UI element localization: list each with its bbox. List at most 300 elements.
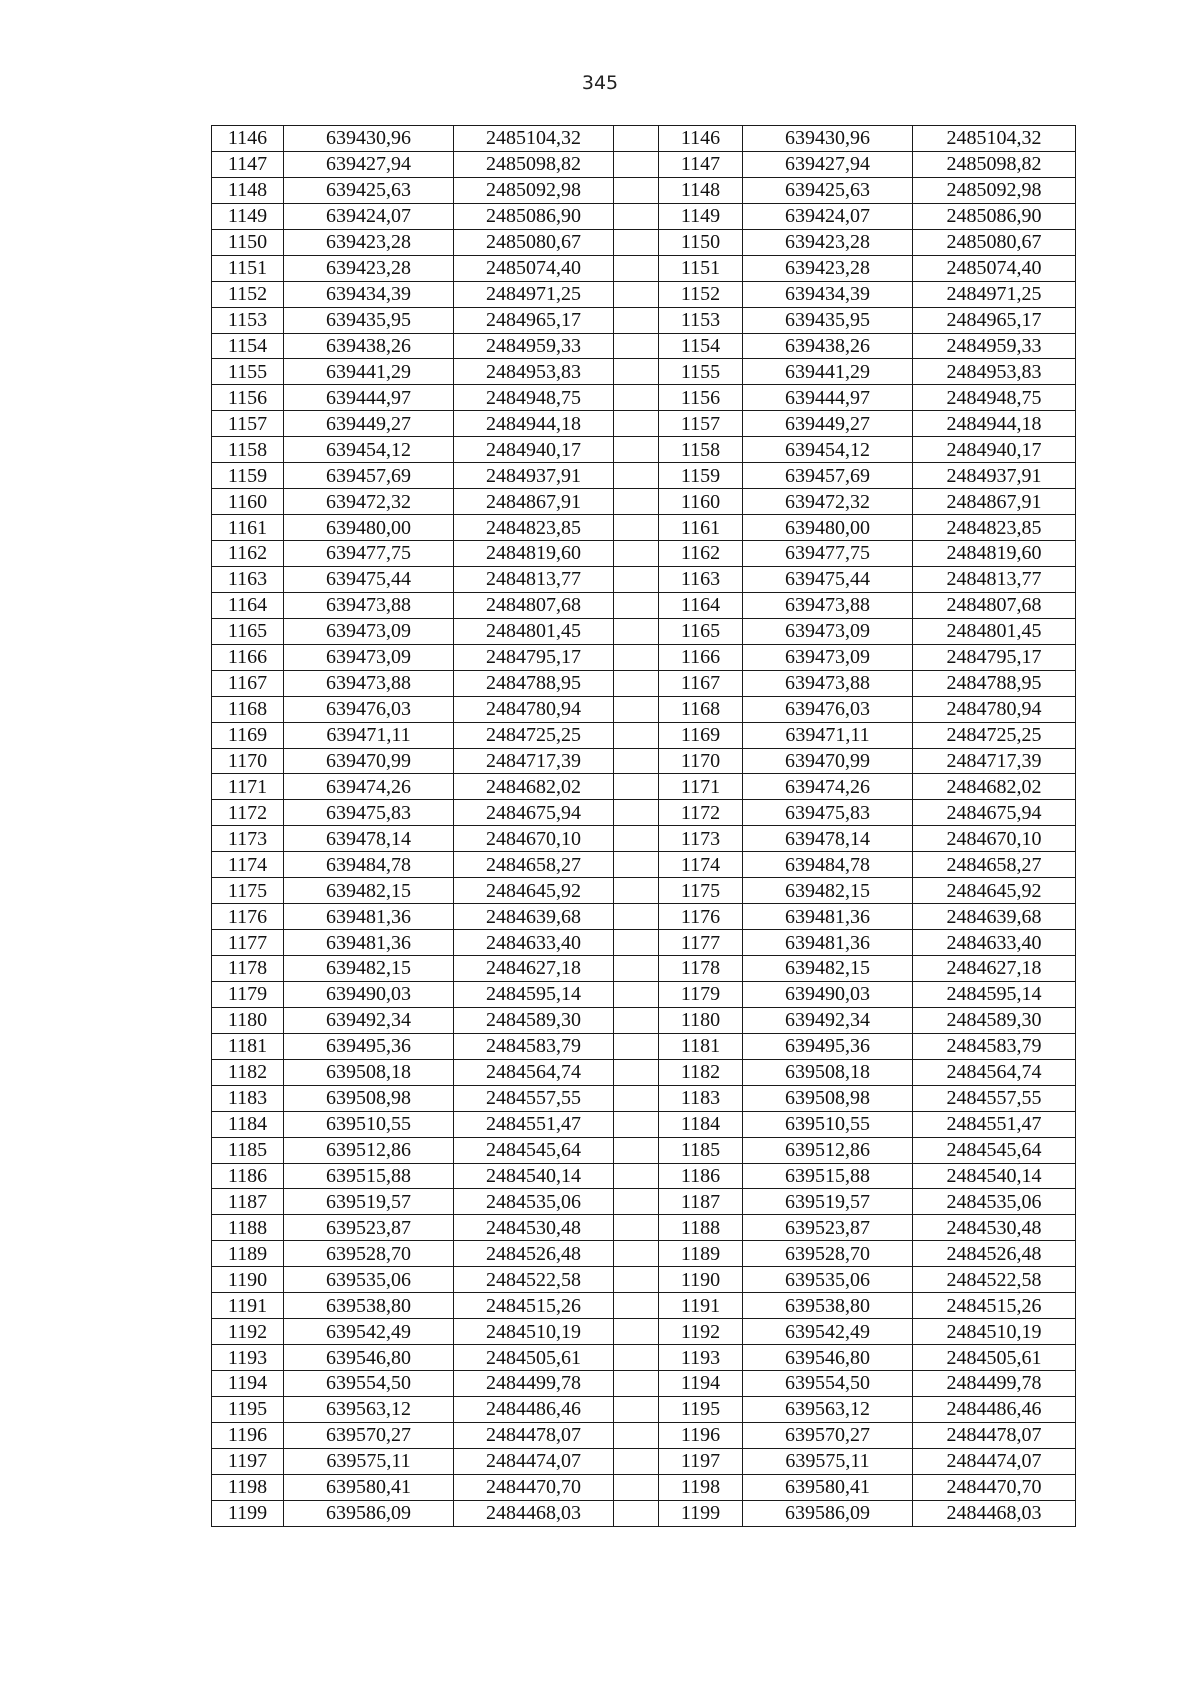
table-row <box>212 852 1076 878</box>
table-row <box>212 696 1076 722</box>
table-row <box>212 1137 1076 1163</box>
y-coordinate-cell: 2484468,03 <box>454 1500 614 1526</box>
point-number-cell: 1165 <box>659 618 743 644</box>
empty-cell <box>614 229 659 255</box>
empty-cell <box>614 437 659 463</box>
x-coordinate-cell: 639482,15 <box>284 956 454 982</box>
y-coordinate-cell: 2484937,91 <box>454 463 614 489</box>
empty-cell <box>614 1033 659 1059</box>
table-row <box>212 1085 1076 1111</box>
x-coordinate-cell: 639510,55 <box>284 1111 454 1137</box>
point-number-cell: 1167 <box>659 670 743 696</box>
empty-cell <box>614 800 659 826</box>
y-coordinate-cell: 2484670,10 <box>913 826 1076 852</box>
y-coordinate-cell: 2484545,64 <box>913 1137 1076 1163</box>
point-number-cell: 1158 <box>659 437 743 463</box>
y-coordinate-cell: 2485104,32 <box>454 126 614 152</box>
point-number-cell: 1157 <box>212 411 284 437</box>
empty-cell <box>614 904 659 930</box>
y-coordinate-cell: 2484540,14 <box>454 1163 614 1189</box>
x-coordinate-cell: 639508,98 <box>284 1085 454 1111</box>
y-coordinate-cell: 2484682,02 <box>454 774 614 800</box>
y-coordinate-cell: 2484645,92 <box>454 878 614 904</box>
table-row <box>212 385 1076 411</box>
empty-cell <box>614 1059 659 1085</box>
point-number-cell: 1174 <box>659 852 743 878</box>
table-row <box>212 592 1076 618</box>
y-coordinate-cell: 2484725,25 <box>913 722 1076 748</box>
x-coordinate-cell: 639474,26 <box>743 774 913 800</box>
point-number-cell: 1176 <box>659 904 743 930</box>
y-coordinate-cell: 2484474,07 <box>913 1448 1076 1474</box>
y-coordinate-cell: 2484948,75 <box>454 385 614 411</box>
y-coordinate-cell: 2484557,55 <box>454 1085 614 1111</box>
empty-cell <box>614 203 659 229</box>
point-number-cell: 1150 <box>659 229 743 255</box>
y-coordinate-cell: 2484867,91 <box>454 489 614 515</box>
point-number-cell: 1159 <box>212 463 284 489</box>
empty-cell <box>614 151 659 177</box>
empty-cell <box>614 748 659 774</box>
point-number-cell: 1170 <box>212 748 284 774</box>
x-coordinate-cell: 639454,12 <box>743 437 913 463</box>
y-coordinate-cell: 2484589,30 <box>454 1007 614 1033</box>
table-row <box>212 411 1076 437</box>
point-number-cell: 1153 <box>659 307 743 333</box>
y-coordinate-cell: 2484670,10 <box>454 826 614 852</box>
point-number-cell: 1191 <box>212 1293 284 1319</box>
y-coordinate-cell: 2484717,39 <box>913 748 1076 774</box>
point-number-cell: 1154 <box>212 333 284 359</box>
coordinates-table-body <box>212 126 1076 1527</box>
table-row <box>212 1163 1076 1189</box>
x-coordinate-cell: 639473,09 <box>284 644 454 670</box>
empty-cell <box>614 930 659 956</box>
y-coordinate-cell: 2484589,30 <box>913 1007 1076 1033</box>
y-coordinate-cell: 2484470,70 <box>913 1474 1076 1500</box>
y-coordinate-cell: 2484971,25 <box>454 281 614 307</box>
point-number-cell: 1158 <box>212 437 284 463</box>
x-coordinate-cell: 639538,80 <box>743 1293 913 1319</box>
table-row <box>212 359 1076 385</box>
point-number-cell: 1196 <box>212 1422 284 1448</box>
empty-cell <box>614 592 659 618</box>
table-row <box>212 826 1076 852</box>
table-row <box>212 281 1076 307</box>
table-row <box>212 1396 1076 1422</box>
point-number-cell: 1190 <box>212 1267 284 1293</box>
x-coordinate-cell: 639570,27 <box>284 1422 454 1448</box>
y-coordinate-cell: 2484795,17 <box>913 644 1076 670</box>
y-coordinate-cell: 2484526,48 <box>913 1241 1076 1267</box>
point-number-cell: 1160 <box>659 489 743 515</box>
empty-cell <box>614 411 659 437</box>
y-coordinate-cell: 2484478,07 <box>913 1422 1076 1448</box>
x-coordinate-cell: 639472,32 <box>284 489 454 515</box>
point-number-cell: 1181 <box>659 1033 743 1059</box>
point-number-cell: 1170 <box>659 748 743 774</box>
x-coordinate-cell: 639473,09 <box>743 644 913 670</box>
x-coordinate-cell: 639515,88 <box>284 1163 454 1189</box>
point-number-cell: 1146 <box>212 126 284 152</box>
y-coordinate-cell: 2484526,48 <box>454 1241 614 1267</box>
point-number-cell: 1151 <box>659 255 743 281</box>
x-coordinate-cell: 639424,07 <box>284 203 454 229</box>
x-coordinate-cell: 639586,09 <box>284 1500 454 1526</box>
y-coordinate-cell: 2484535,06 <box>454 1189 614 1215</box>
table-row <box>212 541 1076 567</box>
point-number-cell: 1166 <box>659 644 743 670</box>
y-coordinate-cell: 2484515,26 <box>913 1293 1076 1319</box>
empty-cell <box>614 359 659 385</box>
point-number-cell: 1175 <box>659 878 743 904</box>
y-coordinate-cell: 2484627,18 <box>454 956 614 982</box>
table-row <box>212 1345 1076 1371</box>
empty-cell <box>614 1267 659 1293</box>
x-coordinate-cell: 639475,83 <box>743 800 913 826</box>
x-coordinate-cell: 639563,12 <box>284 1396 454 1422</box>
empty-cell <box>614 1371 659 1397</box>
y-coordinate-cell: 2484959,33 <box>913 333 1076 359</box>
y-coordinate-cell: 2484819,60 <box>454 541 614 567</box>
point-number-cell: 1188 <box>212 1215 284 1241</box>
x-coordinate-cell: 639424,07 <box>743 203 913 229</box>
point-number-cell: 1173 <box>659 826 743 852</box>
empty-cell <box>614 618 659 644</box>
x-coordinate-cell: 639528,70 <box>284 1241 454 1267</box>
x-coordinate-cell: 639508,18 <box>743 1059 913 1085</box>
x-coordinate-cell: 639512,86 <box>284 1137 454 1163</box>
point-number-cell: 1194 <box>212 1371 284 1397</box>
point-number-cell: 1197 <box>212 1448 284 1474</box>
y-coordinate-cell: 2485086,90 <box>913 203 1076 229</box>
x-coordinate-cell: 639495,36 <box>284 1033 454 1059</box>
point-number-cell: 1153 <box>212 307 284 333</box>
point-number-cell: 1181 <box>212 1033 284 1059</box>
table-row <box>212 1422 1076 1448</box>
table-row <box>212 566 1076 592</box>
point-number-cell: 1152 <box>659 281 743 307</box>
x-coordinate-cell: 639478,14 <box>284 826 454 852</box>
table-row <box>212 1059 1076 1085</box>
point-number-cell: 1187 <box>212 1189 284 1215</box>
point-number-cell: 1152 <box>212 281 284 307</box>
x-coordinate-cell: 639473,88 <box>743 670 913 696</box>
point-number-cell: 1173 <box>212 826 284 852</box>
point-number-cell: 1177 <box>659 930 743 956</box>
x-coordinate-cell: 639476,03 <box>743 696 913 722</box>
point-number-cell: 1157 <box>659 411 743 437</box>
table-row <box>212 177 1076 203</box>
x-coordinate-cell: 639482,15 <box>743 956 913 982</box>
y-coordinate-cell: 2484551,47 <box>454 1111 614 1137</box>
table-row <box>212 644 1076 670</box>
y-coordinate-cell: 2484813,77 <box>454 566 614 592</box>
x-coordinate-cell: 639423,28 <box>284 255 454 281</box>
y-coordinate-cell: 2484780,94 <box>913 696 1076 722</box>
point-number-cell: 1198 <box>659 1474 743 1500</box>
table-row <box>212 1293 1076 1319</box>
x-coordinate-cell: 639554,50 <box>284 1371 454 1397</box>
empty-cell <box>614 1111 659 1137</box>
x-coordinate-cell: 639481,36 <box>284 930 454 956</box>
x-coordinate-cell: 639473,88 <box>284 592 454 618</box>
y-coordinate-cell: 2484510,19 <box>454 1319 614 1345</box>
empty-cell <box>614 1500 659 1526</box>
x-coordinate-cell: 639427,94 <box>284 151 454 177</box>
x-coordinate-cell: 639454,12 <box>284 437 454 463</box>
point-number-cell: 1178 <box>212 956 284 982</box>
y-coordinate-cell: 2484944,18 <box>913 411 1076 437</box>
y-coordinate-cell: 2484564,74 <box>454 1059 614 1085</box>
table-row <box>212 1215 1076 1241</box>
x-coordinate-cell: 639470,99 <box>284 748 454 774</box>
point-number-cell: 1154 <box>659 333 743 359</box>
point-number-cell: 1156 <box>659 385 743 411</box>
y-coordinate-cell: 2484971,25 <box>913 281 1076 307</box>
y-coordinate-cell: 2485098,82 <box>454 151 614 177</box>
point-number-cell: 1191 <box>659 1293 743 1319</box>
point-number-cell: 1172 <box>659 800 743 826</box>
point-number-cell: 1174 <box>212 852 284 878</box>
y-coordinate-cell: 2484595,14 <box>454 981 614 1007</box>
y-coordinate-cell: 2485092,98 <box>913 177 1076 203</box>
y-coordinate-cell: 2484823,85 <box>454 515 614 541</box>
table-row <box>212 1267 1076 1293</box>
x-coordinate-cell: 639457,69 <box>743 463 913 489</box>
table-row <box>212 670 1076 696</box>
table-row <box>212 1500 1076 1526</box>
x-coordinate-cell: 639473,88 <box>284 670 454 696</box>
x-coordinate-cell: 639570,27 <box>743 1422 913 1448</box>
y-coordinate-cell: 2484535,06 <box>913 1189 1076 1215</box>
x-coordinate-cell: 639542,49 <box>284 1319 454 1345</box>
y-coordinate-cell: 2484795,17 <box>454 644 614 670</box>
y-coordinate-cell: 2484639,68 <box>913 904 1076 930</box>
empty-cell <box>614 670 659 696</box>
empty-cell <box>614 1422 659 1448</box>
empty-cell <box>614 1085 659 1111</box>
table-row <box>212 515 1076 541</box>
y-coordinate-cell: 2484522,58 <box>913 1267 1076 1293</box>
empty-cell <box>614 956 659 982</box>
x-coordinate-cell: 639435,95 <box>743 307 913 333</box>
x-coordinate-cell: 639580,41 <box>284 1474 454 1500</box>
table-row <box>212 748 1076 774</box>
empty-cell <box>614 566 659 592</box>
y-coordinate-cell: 2484725,25 <box>454 722 614 748</box>
y-coordinate-cell: 2484486,46 <box>913 1396 1076 1422</box>
x-coordinate-cell: 639475,44 <box>743 566 913 592</box>
y-coordinate-cell: 2484658,27 <box>454 852 614 878</box>
point-number-cell: 1165 <box>212 618 284 644</box>
y-coordinate-cell: 2485092,98 <box>454 177 614 203</box>
empty-cell <box>614 255 659 281</box>
y-coordinate-cell: 2484788,95 <box>454 670 614 696</box>
x-coordinate-cell: 639580,41 <box>743 1474 913 1500</box>
x-coordinate-cell: 639575,11 <box>743 1448 913 1474</box>
x-coordinate-cell: 639484,78 <box>743 852 913 878</box>
point-number-cell: 1195 <box>659 1396 743 1422</box>
point-number-cell: 1192 <box>212 1319 284 1345</box>
x-coordinate-cell: 639482,15 <box>743 878 913 904</box>
y-coordinate-cell: 2484505,61 <box>454 1345 614 1371</box>
y-coordinate-cell: 2484937,91 <box>913 463 1076 489</box>
x-coordinate-cell: 639481,36 <box>743 930 913 956</box>
point-number-cell: 1149 <box>212 203 284 229</box>
table-row <box>212 255 1076 281</box>
table-row <box>212 151 1076 177</box>
x-coordinate-cell: 639476,03 <box>284 696 454 722</box>
point-number-cell: 1188 <box>659 1215 743 1241</box>
point-number-cell: 1156 <box>212 385 284 411</box>
table-row <box>212 229 1076 255</box>
empty-cell <box>614 722 659 748</box>
x-coordinate-cell: 639575,11 <box>284 1448 454 1474</box>
point-number-cell: 1180 <box>212 1007 284 1033</box>
point-number-cell: 1169 <box>212 722 284 748</box>
x-coordinate-cell: 639474,26 <box>284 774 454 800</box>
x-coordinate-cell: 639441,29 <box>743 359 913 385</box>
x-coordinate-cell: 639538,80 <box>284 1293 454 1319</box>
table-row <box>212 463 1076 489</box>
empty-cell <box>614 489 659 515</box>
x-coordinate-cell: 639477,75 <box>743 541 913 567</box>
point-number-cell: 1147 <box>659 151 743 177</box>
x-coordinate-cell: 639490,03 <box>743 981 913 1007</box>
point-number-cell: 1162 <box>659 541 743 567</box>
empty-cell <box>614 696 659 722</box>
point-number-cell: 1196 <box>659 1422 743 1448</box>
table-row <box>212 618 1076 644</box>
point-number-cell: 1186 <box>659 1163 743 1189</box>
y-coordinate-cell: 2484682,02 <box>913 774 1076 800</box>
point-number-cell: 1161 <box>659 515 743 541</box>
point-number-cell: 1185 <box>212 1137 284 1163</box>
x-coordinate-cell: 639434,39 <box>743 281 913 307</box>
y-coordinate-cell: 2485086,90 <box>454 203 614 229</box>
x-coordinate-cell: 639482,15 <box>284 878 454 904</box>
x-coordinate-cell: 639475,83 <box>284 800 454 826</box>
table-row <box>212 1371 1076 1397</box>
x-coordinate-cell: 639430,96 <box>284 126 454 152</box>
y-coordinate-cell: 2484788,95 <box>913 670 1076 696</box>
point-number-cell: 1161 <box>212 515 284 541</box>
empty-cell <box>614 177 659 203</box>
x-coordinate-cell: 639535,06 <box>743 1267 913 1293</box>
point-number-cell: 1167 <box>212 670 284 696</box>
empty-cell <box>614 333 659 359</box>
table-row <box>212 333 1076 359</box>
y-coordinate-cell: 2484658,27 <box>913 852 1076 878</box>
page-number: 345 <box>581 72 619 94</box>
x-coordinate-cell: 639473,09 <box>284 618 454 644</box>
x-coordinate-cell: 639444,97 <box>284 385 454 411</box>
y-coordinate-cell: 2485104,32 <box>913 126 1076 152</box>
table-row <box>212 307 1076 333</box>
x-coordinate-cell: 639519,57 <box>284 1189 454 1215</box>
y-coordinate-cell: 2484545,64 <box>454 1137 614 1163</box>
y-coordinate-cell: 2484948,75 <box>913 385 1076 411</box>
point-number-cell: 1159 <box>659 463 743 489</box>
y-coordinate-cell: 2485080,67 <box>454 229 614 255</box>
empty-cell <box>614 981 659 1007</box>
y-coordinate-cell: 2484953,83 <box>913 359 1076 385</box>
table-row <box>212 1241 1076 1267</box>
point-number-cell: 1176 <box>212 904 284 930</box>
point-number-cell: 1198 <box>212 1474 284 1500</box>
point-number-cell: 1146 <box>659 126 743 152</box>
point-number-cell: 1180 <box>659 1007 743 1033</box>
point-number-cell: 1155 <box>659 359 743 385</box>
x-coordinate-cell: 639444,97 <box>743 385 913 411</box>
point-number-cell: 1199 <box>659 1500 743 1526</box>
x-coordinate-cell: 639471,11 <box>743 722 913 748</box>
empty-cell <box>614 1189 659 1215</box>
y-coordinate-cell: 2485074,40 <box>454 255 614 281</box>
point-number-cell: 1175 <box>212 878 284 904</box>
x-coordinate-cell: 639470,99 <box>743 748 913 774</box>
empty-cell <box>614 1137 659 1163</box>
table-row <box>212 774 1076 800</box>
table-row <box>212 981 1076 1007</box>
x-coordinate-cell: 639492,34 <box>743 1007 913 1033</box>
y-coordinate-cell: 2484627,18 <box>913 956 1076 982</box>
y-coordinate-cell: 2484807,68 <box>454 592 614 618</box>
y-coordinate-cell: 2485080,67 <box>913 229 1076 255</box>
x-coordinate-cell: 639438,26 <box>284 333 454 359</box>
empty-cell <box>614 1215 659 1241</box>
empty-cell <box>614 774 659 800</box>
x-coordinate-cell: 639473,09 <box>743 618 913 644</box>
table-row <box>212 1319 1076 1345</box>
y-coordinate-cell: 2484522,58 <box>454 1267 614 1293</box>
point-number-cell: 1183 <box>659 1085 743 1111</box>
y-coordinate-cell: 2484823,85 <box>913 515 1076 541</box>
y-coordinate-cell: 2484639,68 <box>454 904 614 930</box>
empty-cell <box>614 826 659 852</box>
point-number-cell: 1193 <box>659 1345 743 1371</box>
point-number-cell: 1185 <box>659 1137 743 1163</box>
table-row <box>212 878 1076 904</box>
x-coordinate-cell: 639471,11 <box>284 722 454 748</box>
table-row <box>212 489 1076 515</box>
point-number-cell: 1189 <box>659 1241 743 1267</box>
point-number-cell: 1155 <box>212 359 284 385</box>
y-coordinate-cell: 2484813,77 <box>913 566 1076 592</box>
point-number-cell: 1197 <box>659 1448 743 1474</box>
y-coordinate-cell: 2484557,55 <box>913 1085 1076 1111</box>
x-coordinate-cell: 639523,87 <box>743 1215 913 1241</box>
point-number-cell: 1166 <box>212 644 284 670</box>
y-coordinate-cell: 2484510,19 <box>913 1319 1076 1345</box>
x-coordinate-cell: 639435,95 <box>284 307 454 333</box>
point-number-cell: 1179 <box>212 981 284 1007</box>
y-coordinate-cell: 2484819,60 <box>913 541 1076 567</box>
point-number-cell: 1182 <box>212 1059 284 1085</box>
x-coordinate-cell: 639528,70 <box>743 1241 913 1267</box>
y-coordinate-cell: 2484675,94 <box>454 800 614 826</box>
empty-cell <box>614 1345 659 1371</box>
y-coordinate-cell: 2484468,03 <box>913 1500 1076 1526</box>
x-coordinate-cell: 639490,03 <box>284 981 454 1007</box>
point-number-cell: 1192 <box>659 1319 743 1345</box>
y-coordinate-cell: 2484801,45 <box>454 618 614 644</box>
y-coordinate-cell: 2485098,82 <box>913 151 1076 177</box>
x-coordinate-cell: 639480,00 <box>743 515 913 541</box>
point-number-cell: 1189 <box>212 1241 284 1267</box>
point-number-cell: 1193 <box>212 1345 284 1371</box>
